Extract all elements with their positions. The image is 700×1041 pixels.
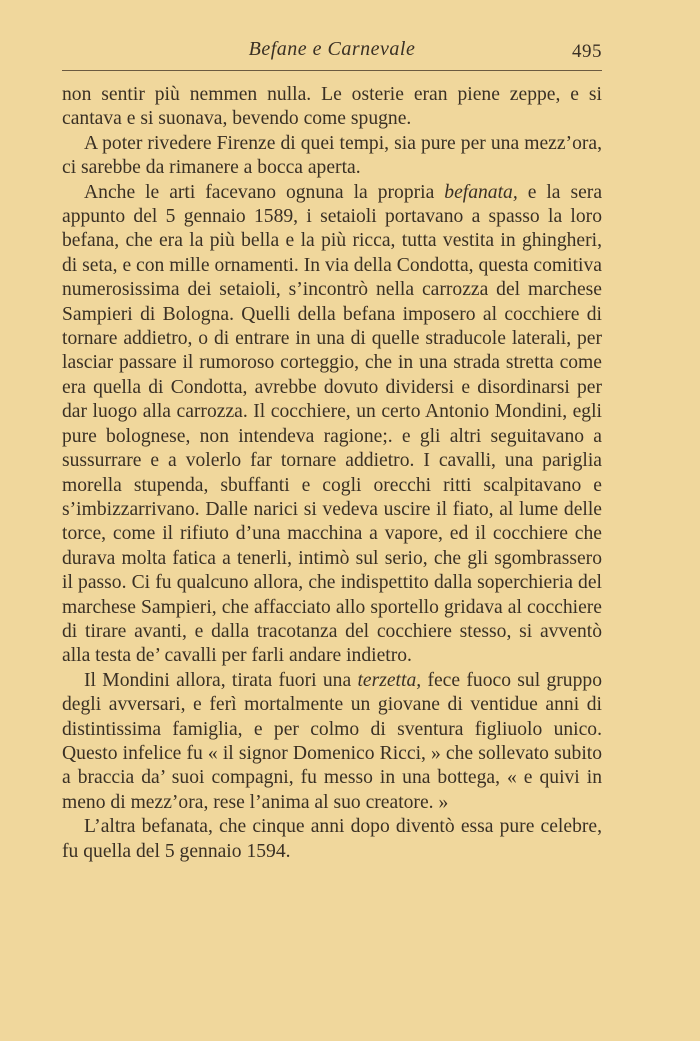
- text-run: e la sera appunto del 5 gennaio 1589, i setaioli portavano a spasso la loro befana, che era la più bella e la più ricca, tutta vestita in ghingheri, di seta, e con mille ornamenti. In via della Condotta, questa comitiva numerosissima dei setaioli, s’incontrò nella carrozza del marchese Sampieri di Bologna. Quelli della befana imposero al cocchiere di tornare addietro, o di entrare in una di quelle straducole laterali, per lasciar passare il rumoroso corteggio, che in una strada stretta come era quella di Condotta, avrebbe dovuto dividersi e disordinarsi per dar luogo alla carrozza. Il cocchiere, un certo Antonio Mondini, egli pure bolognese, non intendeva ragione;. e gli altri seguitavano a sussurrare e a volerlo far tornare addietro. I cavalli, una pariglia morella stupenda, sbuffanti e cogli orecchi ritti scalpitavano e s’imbizzarrivano. Dalle narici si vedeva uscire il fiato, al lume delle torce, come il rifiuto d’una macchina a vapore, ed il cocchiere che durava molta fatica a tenerli, intimò sul serio, che gli sgombrassero il passo. Ci fu qualcuno allora, che indispettito dalla soperchieria del marchese Sampieri, che affacciato allo sportello gridava al cocchiere di tirare avanti, e dalla tracotanza del cocchiere stesso, si avventò alla testa de’ cavalli per farli andare indietro.: [62, 181, 603, 667]
- paragraph-p2: [62, 132, 602, 181]
- paragraph-p1: [62, 83, 602, 132]
- text-run: non sentir più nemmen nulla. Le osterie eran piene zeppe, e si cantava e si suonava, bevendo come spugne.: [62, 84, 602, 130]
- running-title: Befane e Carnevale: [248, 38, 416, 60]
- page-header: [62, 30, 602, 71]
- paragraph-p4: [62, 669, 602, 815]
- text-run: fece fuoco sul gruppo degli avversari, e ferì mortalmente un giovane di ventidue anni di distintissima famiglia, e per colmo di sventura figliuolo unico. Questo infelice fu « il signor Domenico Ricci, » che sollevato subito a braccia da’ suoi compagni, fu messo in una bottega, « e quivi in meno di mezz’ora, rese l’anima al suo creatore. »: [62, 669, 602, 813]
- text-run: Il Mondini allora, tirata fuori una: [84, 669, 358, 691]
- body-text: [62, 83, 602, 864]
- paragraph-p3: [62, 181, 602, 669]
- text-run: A poter rivedere Firenze di quei tempi, sia pure per una mezz’ora, ci sarebbe da rimanere a bocca aperta.: [62, 132, 602, 179]
- paragraph-p5: [62, 815, 602, 864]
- italic-term: befanata,: [444, 181, 518, 203]
- text-run: L’altra befanata, che cinque anni dopo diventò essa pure celebre, fu quella del 5 gennaio 1594.: [62, 816, 602, 862]
- text-run: Anche le arti facevano ognuna la propria: [84, 181, 445, 203]
- page-number: 495: [572, 41, 602, 62]
- italic-term: terzetta,: [357, 669, 422, 691]
